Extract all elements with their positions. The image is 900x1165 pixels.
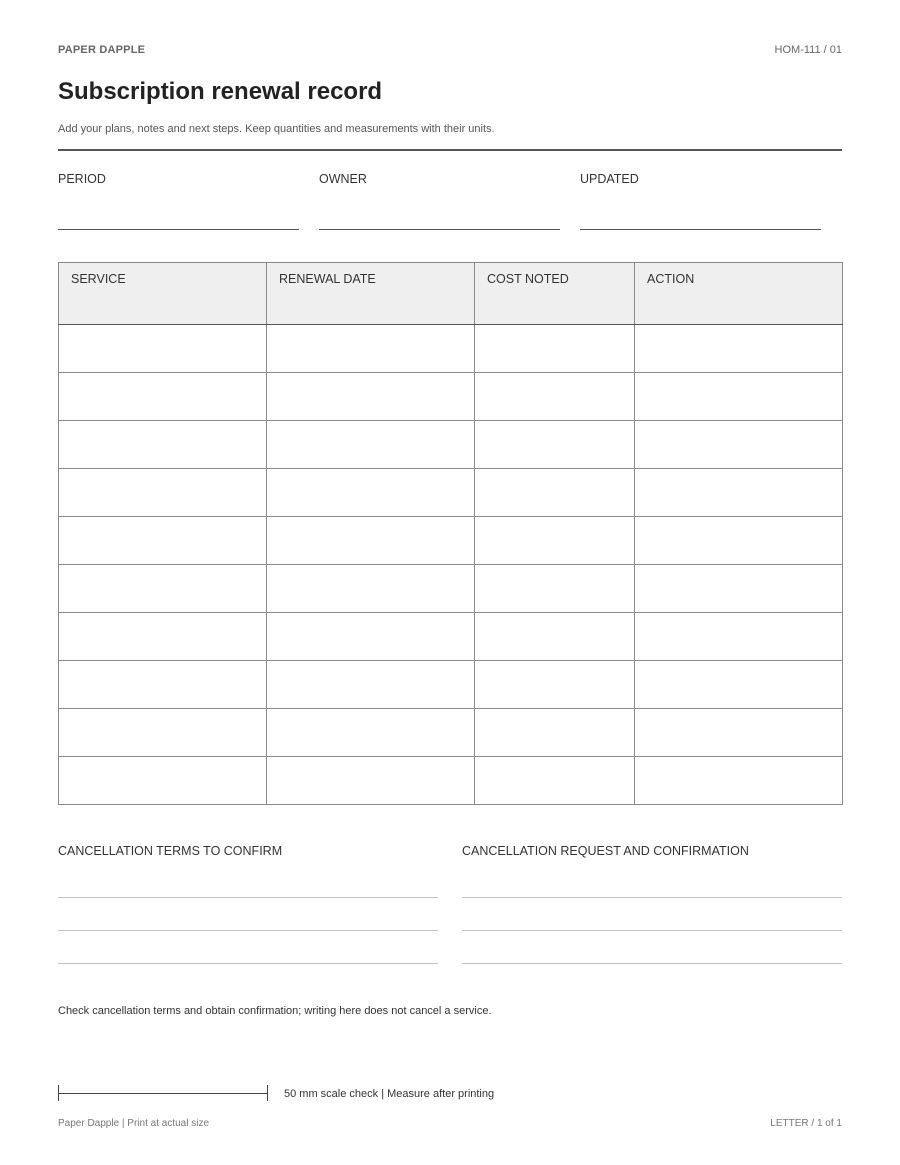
cell-cost-noted[interactable] bbox=[475, 325, 635, 373]
period-label: PERIOD bbox=[58, 172, 106, 186]
cell-renewal-date[interactable] bbox=[267, 661, 475, 709]
cell-service[interactable] bbox=[59, 373, 267, 421]
cancellation-terms-line[interactable] bbox=[58, 963, 438, 964]
cell-renewal-date[interactable] bbox=[267, 421, 475, 469]
page-subtitle: Add your plans, notes and next steps. Keep quantities and measurements with their units. bbox=[58, 123, 495, 135]
cell-renewal-date[interactable] bbox=[267, 709, 475, 757]
column-header-cost-noted: COST NOTED bbox=[475, 263, 635, 325]
cell-action[interactable] bbox=[635, 469, 843, 517]
cancellation-terms-label: CANCELLATION TERMS TO CONFIRM bbox=[58, 844, 283, 858]
cancellation-request-line[interactable] bbox=[462, 897, 842, 898]
cell-service[interactable] bbox=[59, 757, 267, 805]
cell-service[interactable] bbox=[59, 421, 267, 469]
brand-name: PAPER DAPPLE bbox=[58, 44, 146, 56]
column-header-action: ACTION bbox=[635, 263, 843, 325]
table-row bbox=[59, 565, 843, 613]
scale-check-text: 50 mm scale check | Measure after printing bbox=[284, 1088, 495, 1100]
cell-cost-noted[interactable] bbox=[475, 613, 635, 661]
table-row bbox=[59, 325, 843, 373]
scale-tick-right bbox=[267, 1085, 268, 1101]
table-body bbox=[59, 325, 843, 805]
cell-renewal-date[interactable] bbox=[267, 469, 475, 517]
cell-service[interactable] bbox=[59, 709, 267, 757]
table-row bbox=[59, 421, 843, 469]
table-row bbox=[59, 469, 843, 517]
footer-left: Paper Dapple | Print at actual size bbox=[58, 1118, 210, 1129]
cell-service[interactable] bbox=[59, 517, 267, 565]
cell-action[interactable] bbox=[635, 709, 843, 757]
table-row bbox=[59, 613, 843, 661]
cell-cost-noted[interactable] bbox=[475, 373, 635, 421]
form-code: HOM-111 / 01 bbox=[774, 44, 842, 56]
header-divider bbox=[58, 149, 842, 151]
column-header-service: SERVICE bbox=[59, 263, 267, 325]
page-title: Subscription renewal record bbox=[58, 78, 383, 105]
footer-right: LETTER / 1 of 1 bbox=[770, 1118, 842, 1129]
cell-cost-noted[interactable] bbox=[475, 709, 635, 757]
updated-label: UPDATED bbox=[580, 172, 639, 186]
cancellation-terms-line[interactable] bbox=[58, 930, 438, 931]
cell-renewal-date[interactable] bbox=[267, 565, 475, 613]
cell-renewal-date[interactable] bbox=[267, 757, 475, 805]
column-header-renewal-date: RENEWAL DATE bbox=[267, 263, 475, 325]
updated-field[interactable] bbox=[580, 229, 821, 230]
cell-renewal-date[interactable] bbox=[267, 325, 475, 373]
cell-action[interactable] bbox=[635, 757, 843, 805]
disclaimer-note: Check cancellation terms and obtain confirmation; writing here does not cancel a service. bbox=[58, 1005, 492, 1017]
cell-cost-noted[interactable] bbox=[475, 661, 635, 709]
table-row bbox=[59, 757, 843, 805]
cell-service[interactable] bbox=[59, 565, 267, 613]
cell-action[interactable] bbox=[635, 613, 843, 661]
cell-action[interactable] bbox=[635, 421, 843, 469]
cell-renewal-date[interactable] bbox=[267, 517, 475, 565]
renewal-table bbox=[58, 262, 843, 805]
scale-bar bbox=[58, 1093, 267, 1094]
cell-service[interactable] bbox=[59, 469, 267, 517]
cell-action[interactable] bbox=[635, 565, 843, 613]
cell-renewal-date[interactable] bbox=[267, 613, 475, 661]
table-header-row bbox=[59, 263, 843, 325]
cell-cost-noted[interactable] bbox=[475, 421, 635, 469]
cell-cost-noted[interactable] bbox=[475, 517, 635, 565]
cell-cost-noted[interactable] bbox=[475, 757, 635, 805]
cancellation-terms-line[interactable] bbox=[58, 897, 438, 898]
period-field[interactable] bbox=[58, 229, 299, 230]
cell-action[interactable] bbox=[635, 661, 843, 709]
cell-cost-noted[interactable] bbox=[475, 469, 635, 517]
cell-service[interactable] bbox=[59, 325, 267, 373]
table-row bbox=[59, 661, 843, 709]
table-row bbox=[59, 373, 843, 421]
cell-action[interactable] bbox=[635, 373, 843, 421]
table-row bbox=[59, 709, 843, 757]
cell-action[interactable] bbox=[635, 517, 843, 565]
cancellation-request-line[interactable] bbox=[462, 930, 842, 931]
cell-service[interactable] bbox=[59, 661, 267, 709]
owner-label: OWNER bbox=[319, 172, 367, 186]
cell-service[interactable] bbox=[59, 613, 267, 661]
cell-action[interactable] bbox=[635, 325, 843, 373]
cancellation-request-label: CANCELLATION REQUEST AND CONFIRMATION bbox=[462, 844, 749, 858]
cancellation-request-line[interactable] bbox=[462, 963, 842, 964]
cell-renewal-date[interactable] bbox=[267, 373, 475, 421]
cell-cost-noted[interactable] bbox=[475, 565, 635, 613]
table-row bbox=[59, 517, 843, 565]
owner-field[interactable] bbox=[319, 229, 560, 230]
